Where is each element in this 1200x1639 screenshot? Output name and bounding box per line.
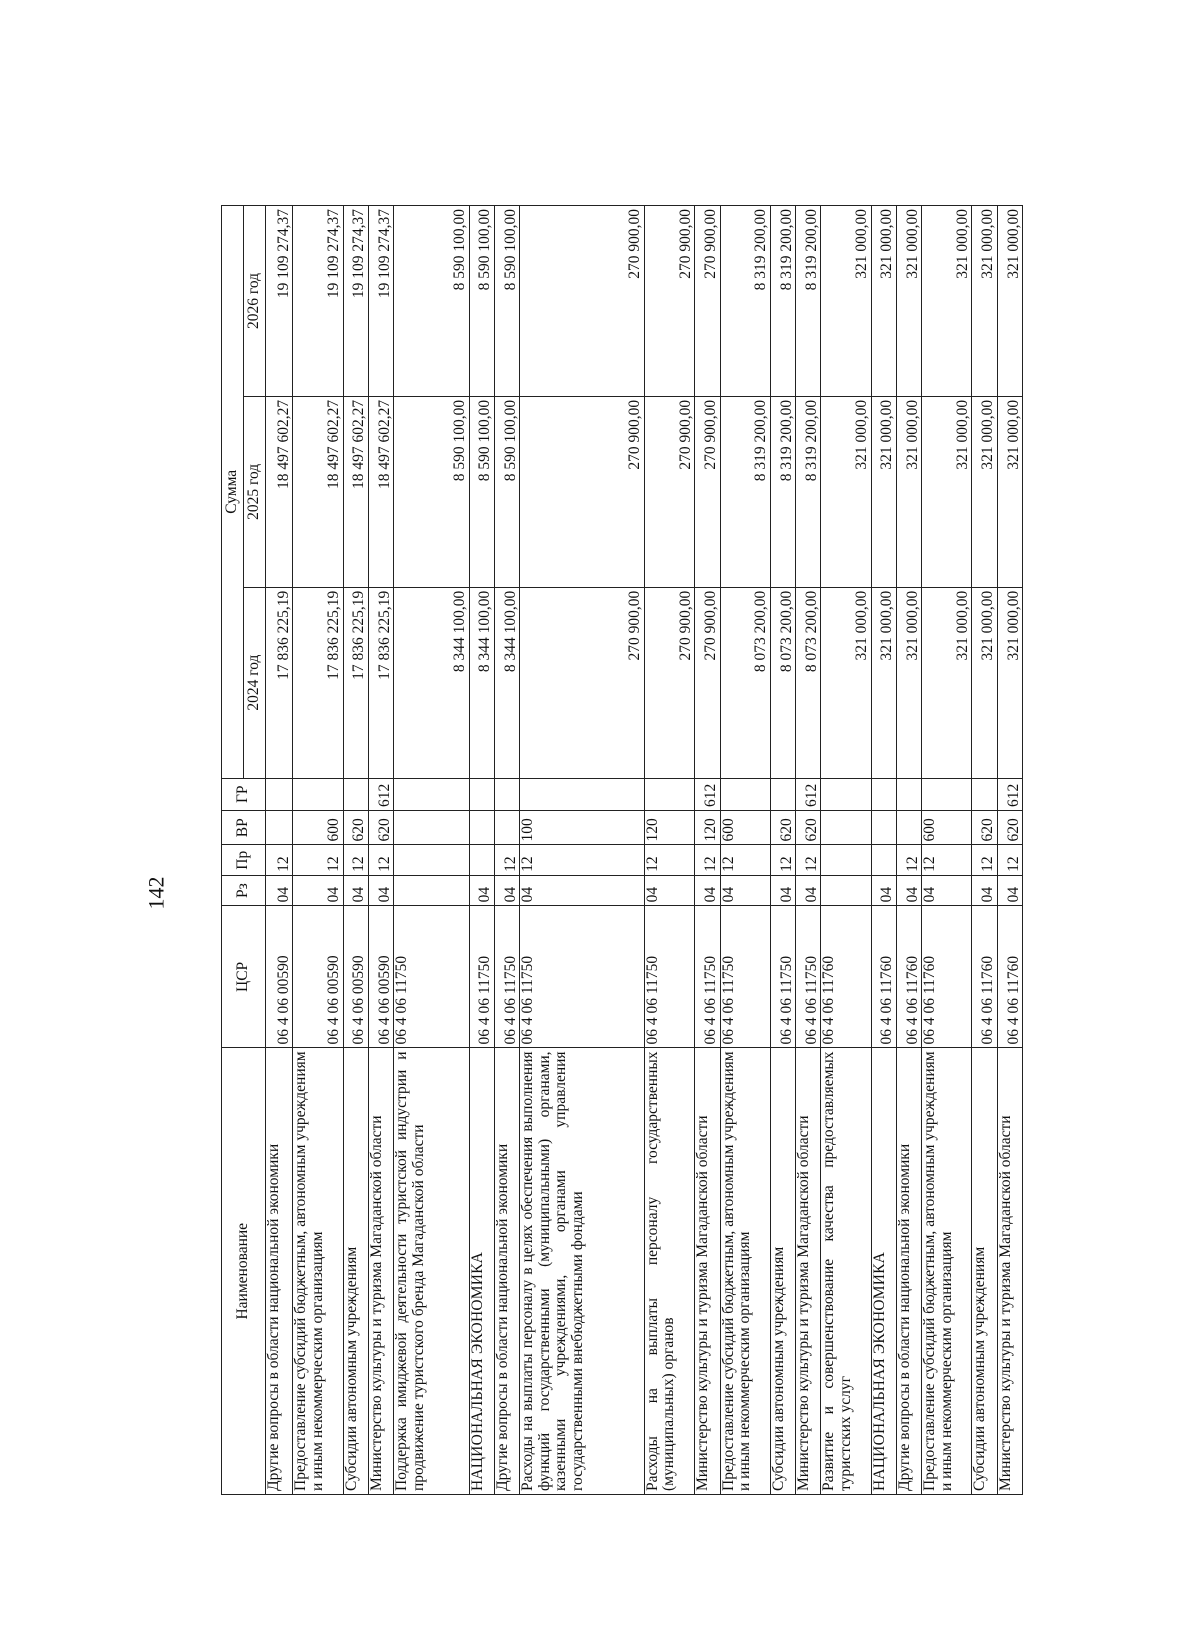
cell-gr xyxy=(266,778,293,810)
cell-2024: 8 344 100,00 xyxy=(469,587,494,778)
cell-name: Поддержка имиджевой деятельности туристской индустрии и продвижение туристского бренда Магаданской области xyxy=(394,1048,470,1495)
cell-2025: 8 590 100,00 xyxy=(394,396,470,587)
cell-gr: 612 xyxy=(368,778,393,810)
cell-vr: 620 xyxy=(972,810,997,845)
cell-name: Другие вопросы в области национальной экономики xyxy=(494,1048,519,1495)
cell-csr: 06 4 06 11760 xyxy=(896,906,921,1048)
cell-2026: 270 900,00 xyxy=(695,206,720,397)
cell-2024: 321 000,00 xyxy=(871,587,896,778)
cell-2024: 8 073 200,00 xyxy=(796,587,821,778)
cell-pr xyxy=(871,845,896,875)
header-year-2025: 2025 год xyxy=(244,396,266,587)
cell-2026: 19 109 274,37 xyxy=(293,206,343,397)
cell-2024: 8 344 100,00 xyxy=(394,587,470,778)
table-row xyxy=(644,206,694,1495)
cell-csr: 06 4 06 11760 xyxy=(997,906,1022,1048)
cell-pr xyxy=(821,845,871,875)
cell-2026: 8 590 100,00 xyxy=(469,206,494,397)
cell-vr: 620 xyxy=(997,810,1022,845)
cell-csr: 06 4 06 00590 xyxy=(368,906,393,1048)
cell-pr: 12 xyxy=(922,845,972,875)
cell-gr xyxy=(469,778,494,810)
cell-rz: 04 xyxy=(922,875,972,905)
cell-rz: 04 xyxy=(720,875,770,905)
table-row xyxy=(343,206,368,1495)
cell-name: Предоставление субсидий бюджетным, автономным учреждениям и иным некоммерческим организациям xyxy=(720,1048,770,1495)
cell-2025: 18 497 602,27 xyxy=(343,396,368,587)
cell-name: Расходы на выплаты персоналу государственных (муниципальных) органов xyxy=(644,1048,694,1495)
cell-csr: 06 4 06 00590 xyxy=(266,906,293,1048)
cell-csr: 06 4 06 11750 xyxy=(720,906,770,1048)
cell-name: Субсидии автономным учреждениям xyxy=(972,1048,997,1495)
header-name: Наименование xyxy=(222,1048,266,1495)
cell-2025: 18 497 602,27 xyxy=(368,396,393,587)
table-row xyxy=(972,206,997,1495)
table-row xyxy=(520,206,645,1495)
cell-pr: 12 xyxy=(644,845,694,875)
cell-gr xyxy=(293,778,343,810)
header-rz: Рз xyxy=(222,875,266,905)
cell-2026: 8 319 200,00 xyxy=(720,206,770,397)
cell-csr: 06 4 06 11750 xyxy=(520,906,645,1048)
cell-2026: 19 109 274,37 xyxy=(266,206,293,397)
cell-rz xyxy=(821,875,871,905)
table-row xyxy=(796,206,821,1495)
cell-2026: 270 900,00 xyxy=(520,206,645,397)
cell-rz: 04 xyxy=(494,875,519,905)
page-number: 142 xyxy=(143,876,169,910)
cell-gr: 612 xyxy=(796,778,821,810)
table-row xyxy=(494,206,519,1495)
header-sum: Сумма xyxy=(222,206,244,779)
cell-2025: 8 319 200,00 xyxy=(770,396,795,587)
cell-rz: 04 xyxy=(368,875,393,905)
cell-csr: 06 4 06 11750 xyxy=(394,906,470,1048)
cell-gr: 612 xyxy=(997,778,1022,810)
cell-csr: 06 4 06 00590 xyxy=(343,906,368,1048)
cell-2026: 321 000,00 xyxy=(821,206,871,397)
cell-2024: 17 836 225,19 xyxy=(368,587,393,778)
cell-gr xyxy=(972,778,997,810)
table-row xyxy=(469,206,494,1495)
cell-rz: 04 xyxy=(796,875,821,905)
cell-name: Расходы на выплаты персоналу в целях обеспечения выполнения функций государственными (муниципальными) органами, казенными учреждениями, органами управления государственными внебюджетными фондами xyxy=(520,1048,645,1495)
cell-2024: 8 344 100,00 xyxy=(494,587,519,778)
cell-2026: 19 109 274,37 xyxy=(343,206,368,397)
cell-csr: 06 4 06 11760 xyxy=(821,906,871,1048)
cell-vr: 120 xyxy=(644,810,694,845)
table-row xyxy=(695,206,720,1495)
cell-vr: 620 xyxy=(796,810,821,845)
cell-2026: 321 000,00 xyxy=(896,206,921,397)
cell-gr xyxy=(821,778,871,810)
cell-gr xyxy=(343,778,368,810)
cell-vr: 620 xyxy=(343,810,368,845)
cell-pr: 12 xyxy=(368,845,393,875)
cell-2024: 8 073 200,00 xyxy=(720,587,770,778)
cell-vr: 120 xyxy=(695,810,720,845)
cell-csr: 06 4 06 00590 xyxy=(293,906,343,1048)
cell-csr: 06 4 06 11750 xyxy=(796,906,821,1048)
budget-table xyxy=(221,205,1023,1495)
cell-pr: 12 xyxy=(266,845,293,875)
cell-2024: 270 900,00 xyxy=(520,587,645,778)
cell-2024: 270 900,00 xyxy=(695,587,720,778)
cell-csr: 06 4 06 11750 xyxy=(695,906,720,1048)
cell-2025: 270 900,00 xyxy=(520,396,645,587)
cell-2025: 8 319 200,00 xyxy=(796,396,821,587)
cell-2025: 270 900,00 xyxy=(644,396,694,587)
cell-rz: 04 xyxy=(469,875,494,905)
cell-2026: 321 000,00 xyxy=(997,206,1022,397)
cell-2025: 321 000,00 xyxy=(922,396,972,587)
cell-csr: 06 4 06 11750 xyxy=(469,906,494,1048)
cell-csr: 06 4 06 11760 xyxy=(972,906,997,1048)
cell-2025: 321 000,00 xyxy=(896,396,921,587)
cell-pr: 12 xyxy=(293,845,343,875)
cell-2024: 321 000,00 xyxy=(896,587,921,778)
cell-rz: 04 xyxy=(266,875,293,905)
cell-vr: 100 xyxy=(520,810,645,845)
cell-pr: 12 xyxy=(770,845,795,875)
cell-name: Министерство культуры и туризма Магаданской области xyxy=(796,1048,821,1495)
cell-pr xyxy=(394,845,470,875)
cell-2025: 8 590 100,00 xyxy=(469,396,494,587)
cell-rz: 04 xyxy=(520,875,645,905)
cell-2024: 321 000,00 xyxy=(997,587,1022,778)
cell-pr: 12 xyxy=(720,845,770,875)
cell-rz: 04 xyxy=(293,875,343,905)
cell-vr xyxy=(494,810,519,845)
cell-2024: 17 836 225,19 xyxy=(293,587,343,778)
cell-vr xyxy=(469,810,494,845)
cell-pr: 12 xyxy=(494,845,519,875)
cell-name: Министерство культуры и туризма Магаданской области xyxy=(695,1048,720,1495)
cell-rz: 04 xyxy=(997,875,1022,905)
cell-2024: 321 000,00 xyxy=(922,587,972,778)
cell-gr xyxy=(644,778,694,810)
table-row xyxy=(394,206,470,1495)
cell-vr xyxy=(896,810,921,845)
cell-2025: 321 000,00 xyxy=(871,396,896,587)
table-row xyxy=(293,206,343,1495)
cell-rz: 04 xyxy=(770,875,795,905)
cell-2026: 321 000,00 xyxy=(972,206,997,397)
cell-vr xyxy=(394,810,470,845)
cell-gr xyxy=(871,778,896,810)
cell-vr xyxy=(871,810,896,845)
table-row xyxy=(896,206,921,1495)
cell-name: Предоставление субсидий бюджетным, автономным учреждениям и иным некоммерческим организациям xyxy=(293,1048,343,1495)
cell-gr xyxy=(394,778,470,810)
cell-name: Субсидии автономным учреждениям xyxy=(343,1048,368,1495)
cell-name: Министерство культуры и туризма Магаданской области xyxy=(368,1048,393,1495)
cell-pr: 12 xyxy=(695,845,720,875)
cell-name: Другие вопросы в области национальной экономики xyxy=(266,1048,293,1495)
header-gr: ГР xyxy=(222,778,266,810)
cell-rz: 04 xyxy=(644,875,694,905)
cell-2026: 321 000,00 xyxy=(922,206,972,397)
table-row xyxy=(997,206,1022,1495)
cell-gr xyxy=(896,778,921,810)
cell-2024: 321 000,00 xyxy=(821,587,871,778)
rotated-table-container xyxy=(221,205,1023,1495)
table-row xyxy=(368,206,393,1495)
header-year-2026: 2026 год xyxy=(244,206,266,397)
header-csr: ЦСР xyxy=(222,906,266,1048)
cell-name: НАЦИОНАЛЬНАЯ ЭКОНОМИКА xyxy=(871,1048,896,1495)
cell-pr: 12 xyxy=(343,845,368,875)
cell-2025: 321 000,00 xyxy=(821,396,871,587)
cell-2025: 8 319 200,00 xyxy=(720,396,770,587)
table-row xyxy=(821,206,871,1495)
cell-gr xyxy=(770,778,795,810)
cell-2026: 270 900,00 xyxy=(644,206,694,397)
cell-vr xyxy=(266,810,293,845)
header-pr: Пр xyxy=(222,845,266,875)
cell-2025: 321 000,00 xyxy=(972,396,997,587)
cell-pr: 12 xyxy=(796,845,821,875)
cell-name: Развитие и совершенствование качества предоставляемых туристских услуг xyxy=(821,1048,871,1495)
cell-2024: 321 000,00 xyxy=(972,587,997,778)
cell-2024: 270 900,00 xyxy=(644,587,694,778)
cell-csr: 06 4 06 11760 xyxy=(922,906,972,1048)
cell-gr: 612 xyxy=(695,778,720,810)
cell-vr: 600 xyxy=(720,810,770,845)
cell-pr: 12 xyxy=(520,845,645,875)
cell-csr: 06 4 06 11760 xyxy=(871,906,896,1048)
cell-name: Другие вопросы в области национальной экономики xyxy=(896,1048,921,1495)
cell-gr xyxy=(494,778,519,810)
table-row xyxy=(266,206,293,1495)
cell-2025: 18 497 602,27 xyxy=(293,396,343,587)
cell-csr: 06 4 06 11750 xyxy=(494,906,519,1048)
cell-2026: 8 590 100,00 xyxy=(394,206,470,397)
cell-rz xyxy=(394,875,470,905)
cell-pr: 12 xyxy=(972,845,997,875)
cell-2025: 270 900,00 xyxy=(695,396,720,587)
table-row xyxy=(922,206,972,1495)
cell-2026: 19 109 274,37 xyxy=(368,206,393,397)
cell-vr: 600 xyxy=(293,810,343,845)
cell-pr: 12 xyxy=(997,845,1022,875)
cell-vr xyxy=(821,810,871,845)
cell-2026: 321 000,00 xyxy=(871,206,896,397)
cell-2025: 18 497 602,27 xyxy=(266,396,293,587)
cell-csr: 06 4 06 11750 xyxy=(770,906,795,1048)
cell-2024: 17 836 225,19 xyxy=(343,587,368,778)
cell-rz: 04 xyxy=(896,875,921,905)
cell-gr xyxy=(520,778,645,810)
cell-vr: 600 xyxy=(922,810,972,845)
cell-csr: 06 4 06 11750 xyxy=(644,906,694,1048)
cell-2026: 8 590 100,00 xyxy=(494,206,519,397)
header-vr: ВР xyxy=(222,810,266,845)
table-row xyxy=(871,206,896,1495)
cell-gr xyxy=(720,778,770,810)
cell-rz: 04 xyxy=(871,875,896,905)
cell-rz: 04 xyxy=(695,875,720,905)
cell-pr xyxy=(469,845,494,875)
cell-vr: 620 xyxy=(368,810,393,845)
cell-2026: 8 319 200,00 xyxy=(796,206,821,397)
cell-2025: 321 000,00 xyxy=(997,396,1022,587)
cell-2024: 17 836 225,19 xyxy=(266,587,293,778)
cell-2025: 8 590 100,00 xyxy=(494,396,519,587)
cell-rz: 04 xyxy=(343,875,368,905)
cell-2024: 8 073 200,00 xyxy=(770,587,795,778)
table-row xyxy=(720,206,770,1495)
cell-gr xyxy=(922,778,972,810)
cell-2026: 8 319 200,00 xyxy=(770,206,795,397)
cell-pr: 12 xyxy=(896,845,921,875)
cell-rz: 04 xyxy=(972,875,997,905)
cell-name: НАЦИОНАЛЬНАЯ ЭКОНОМИКА xyxy=(469,1048,494,1495)
cell-name: Субсидии автономным учреждениям xyxy=(770,1048,795,1495)
cell-name: Министерство культуры и туризма Магаданской области xyxy=(997,1048,1022,1495)
header-year-2024: 2024 год xyxy=(244,587,266,778)
table-row xyxy=(770,206,795,1495)
cell-vr: 620 xyxy=(770,810,795,845)
cell-name: Предоставление субсидий бюджетным, автономным учреждениям и иным некоммерческим организациям xyxy=(922,1048,972,1495)
